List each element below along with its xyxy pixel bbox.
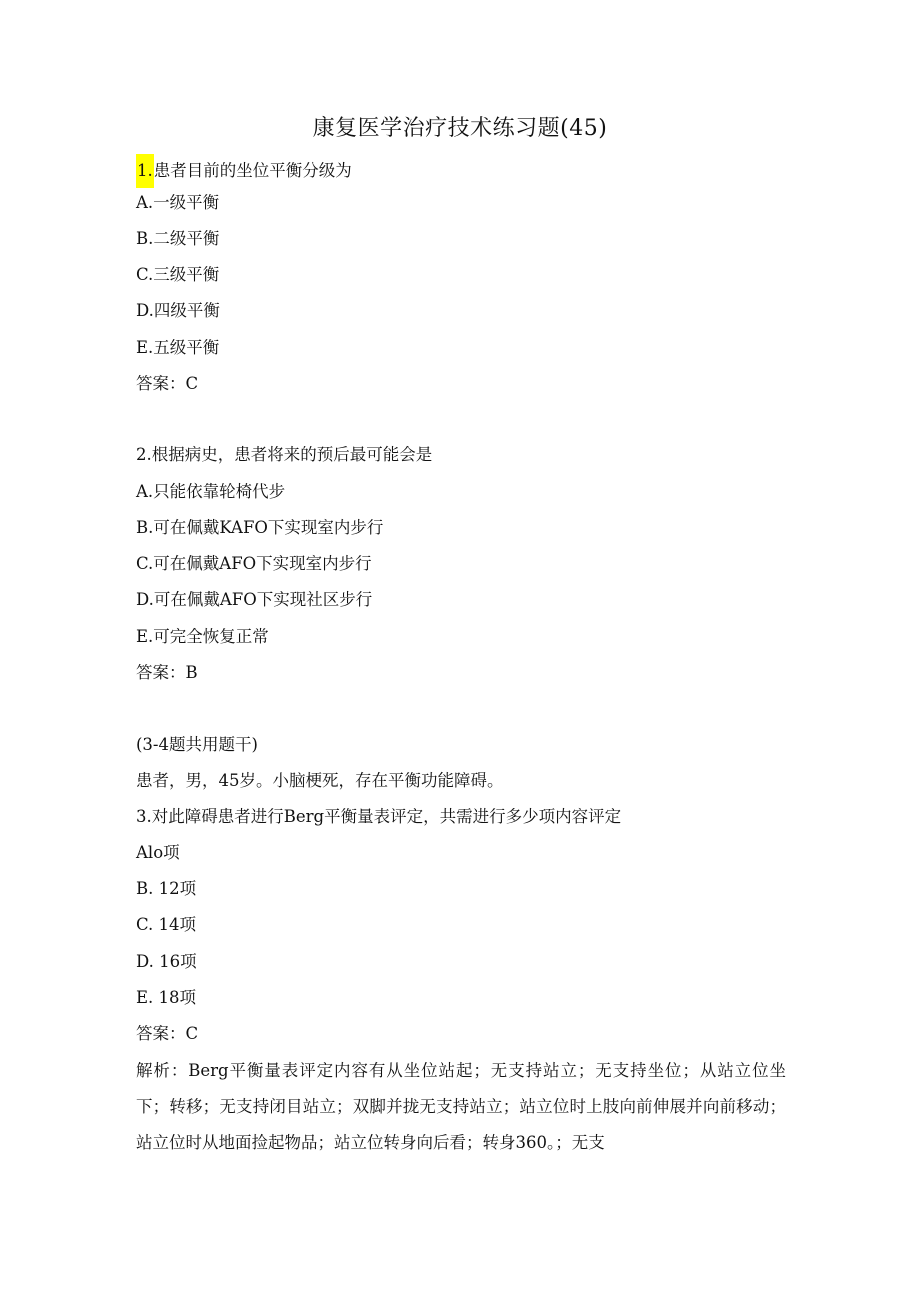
shared-case-description: 患者，男，45岁。小脑梗死，存在平衡功能障碍。 [136, 771, 504, 790]
q2-option-b: B.可在佩戴KAFO下实现室内步行 [136, 518, 384, 537]
document-title: 康复医学治疗技术练习题(45) [312, 116, 608, 141]
q1-option-b: B.二级平衡 [136, 229, 220, 248]
q1-stem: 患者目前的坐位平衡分级为 [153, 161, 352, 180]
q3-option-c: C. 14项 [136, 915, 197, 934]
q3-option-d: D. 16项 [136, 952, 197, 971]
q2-answer: 答案：B [136, 663, 198, 682]
q3-analysis: 解析：Berg平衡量表评定内容有从坐位站起；无支持站立；无支持坐位；从站立位坐下；转移；无支持闭目站立；双脚并拢无支持站立；站立位时上肢向前伸展并向前移动；站立位时从地面捡起物品；站立位转身向后看；转身360。；无支 [136, 1061, 786, 1152]
q2-option-e: E.可完全恢复正常 [136, 627, 269, 646]
q3-option-a: Alo项 [136, 843, 180, 862]
q1-number-highlight: 1. [136, 154, 154, 188]
q1-stem-line [136, 154, 352, 188]
shared-stem-header: (3-4题共用题干) [136, 735, 258, 754]
q2-stem: 2.根据病史，患者将来的预后最可能会是 [136, 445, 433, 464]
q2-option-d: D.可在佩戴AFO下实现社区步行 [136, 590, 373, 609]
q3-answer: 答案：C [136, 1024, 199, 1043]
q2-option-c: C.可在佩戴AFO下实现室内步行 [136, 554, 372, 573]
q2-option-a: A.只能依靠轮椅代步 [136, 482, 286, 501]
q1-option-c: C.三级平衡 [136, 265, 220, 284]
q3-option-b: B. 12项 [136, 879, 197, 898]
q1-option-e: E.五级平衡 [136, 338, 220, 357]
q1-option-a: A.一级平衡 [136, 193, 220, 212]
q3-option-e: E. 18项 [136, 988, 197, 1007]
q3-stem: 3.对此障碍患者进行Berg平衡量表评定，共需进行多少项内容评定 [136, 807, 622, 826]
q1-option-d: D.四级平衡 [136, 301, 220, 320]
q1-answer: 答案：C [136, 374, 199, 393]
